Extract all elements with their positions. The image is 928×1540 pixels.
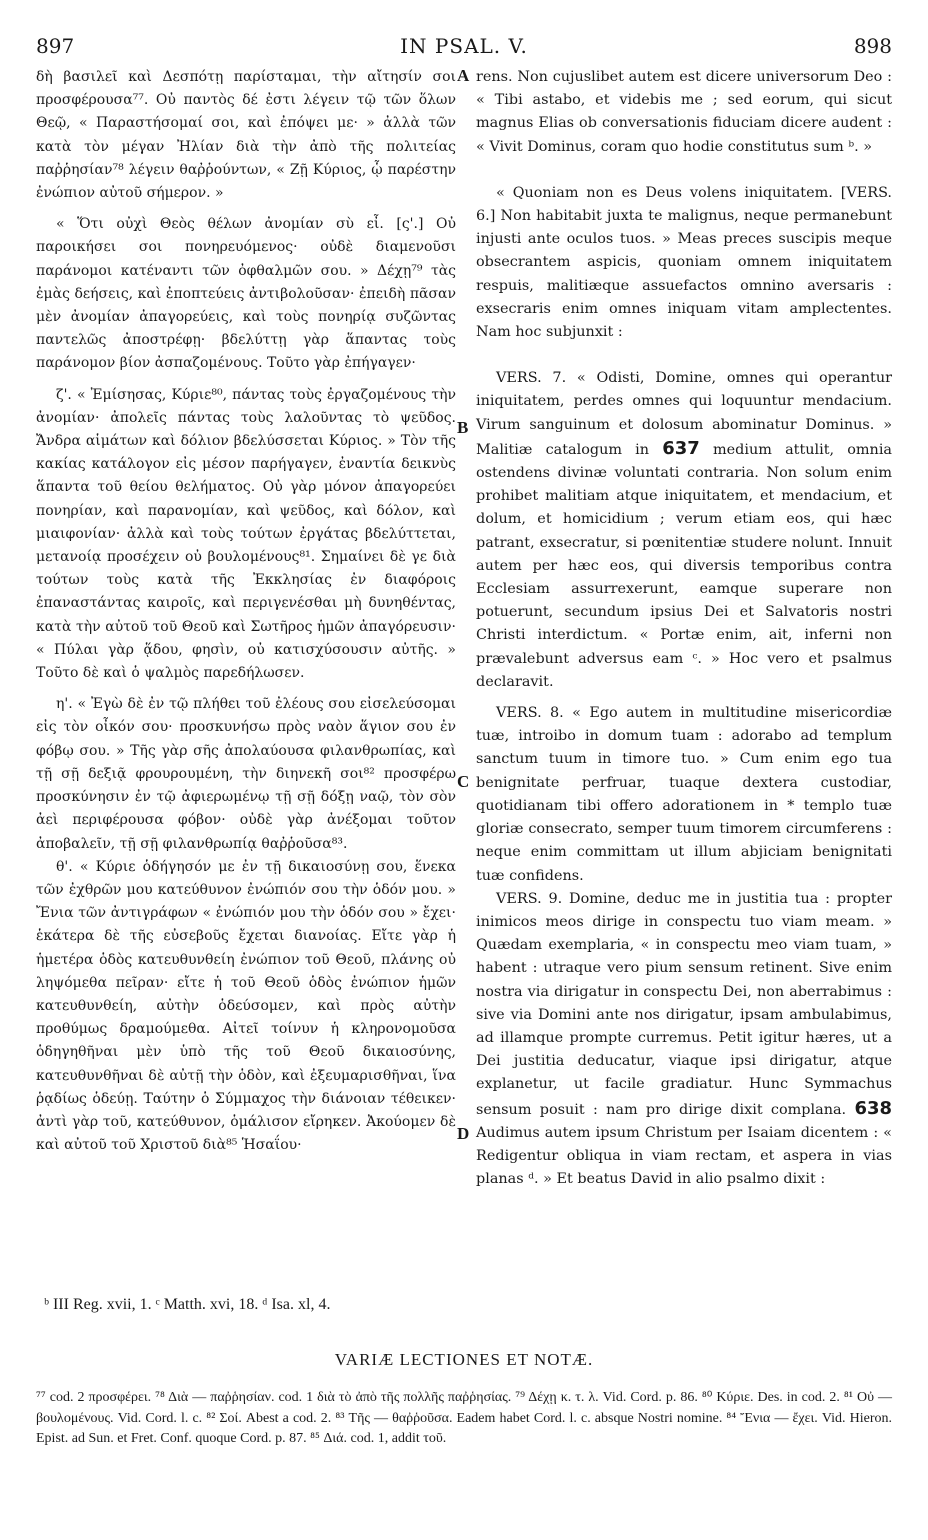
latin-paragraph: VERS. 8. « Ego autem in multitudine misericordiæ tuæ, introibo in domum tuam : adorabo ad templum sanctum tuum in timore tuo. » Cum enim ego tua benignitate perfruar, tuaque dextera custodiar, quotidianam tibi offero adorationem in * templo tuæ gloriæ consecrato, semper tuum timorem circumferens : neque enim committam ut illum abjiciam benignitati tuæ confidens. xyxy=(476,705,892,884)
marginal-letter-c: C xyxy=(457,772,470,791)
latin-paragraph: rens. Non cujuslibet autem est dicere universorum Deo : « Tibi astabo, et videbis me ; sed eorum, qui sicut magnus Elias ob conversationis fiduciam dicere audent : « Vivit Dominus, coram quo hodie constitutus sum ᵇ. » xyxy=(476,69,892,155)
greek-paragraph: « Ὅτι οὐχὶ Θεὸς θέλων ἀνομίαν σὺ εἶ. [ς'.] Οὐ παροικήσει σοι πονηρευόμενος· οὐδὲ διαμενοῦσι παράνομοι κατέναντι τῶν ὀφθαλμῶν σου. » Δέχῃ⁷⁹ τὰς ἐμὰς δεήσεις, καὶ ἐποπτεύεις ἀντιβολοῦσαν· ἐπειδὴ πᾶσαν μὲν ἀνομίαν ἀπαγορεύεις, καὶ τοὺς πονηρίᾳ συζῶντας παντελῶς ἀποστρέφῃ· βδελύττῃ γὰρ ἅπαντας τοὺς παράνομον βίον ἀσπαζομένους. Τοῦτο γὰρ ἐπήγαγεν· xyxy=(36,216,456,372)
latin-paragraph: « Quoniam non es Deus volens iniquitatem. [VERS. 6.] Non habitabit juxta te malignus, neque permanebunt injusti ante oculos tuos. » Meas preces suscipis meque obsecrantem aspicis, quoniam omnem iniquitatem respuis, malitiæque assuefactos omnino aversaris : exsecraris enim omnes iniquam vitam amplectentes. Nam hoc subjunxit : xyxy=(476,184,892,341)
latin-text: VERS. 9. Domine, deduc me in justitia tua : propter inimicos meos dirige in conspectu tuo viam meam. » Quædam exemplaria, « in conspectu meo viam tuam, » habent : utraque vero pium sensum retinent. Sive enim nostra via dirigatur in conspectu Dei, non aberrabimus : sive via Domini ante nos dirigatur, ipsam ambulabimus, ad illamque prompte curremus. Petit igitur hæres, ut a Dei justitia deducatur, viaque ipsi dirigatur, atque explanetur, ut facile gradiatur. Hunc Symmachus sensum posuit : nam pro dirige dixit complana. xyxy=(476,890,892,1118)
greek-paragraph: δὴ βασιλεῖ καὶ Δεσπότῃ παρίσταμαι, τὴν αἴτησίν σοι προσφέρουσα⁷⁷. Οὐ παντὸς δέ ἐστι λέγειν τῷ τῶν ὅλων Θεῷ, « Παραστήσομαί σοι, καὶ ἐπόψει με· » ἀλλὰ τῶν κατὰ τὸν μέγαν Ἠλίαν διὰ τὴν ἀπὸ τῆς πολιτείας παῤῥησίαν⁷⁸ λέγειν θαῤῥούντων, « Ζῇ Κύριος, ᾧ παρέστην ἐνώπιον αὐτοῦ σήμερον. » xyxy=(36,69,456,202)
marginal-letter-d: D xyxy=(457,1124,470,1143)
column-number: 638 xyxy=(854,1097,893,1119)
latin-paragraph xyxy=(476,888,892,1192)
page-number-left: 897 xyxy=(36,34,75,58)
greek-column xyxy=(36,66,456,1157)
running-title: IN PSAL. V. xyxy=(400,34,528,58)
variant-readings-notes xyxy=(36,1388,892,1450)
latin-text: medium attulit, omnia ostendens divinæ voluntati contraria. Non solum enim prohibet malitiam atque iniquitatem, et mendacium, et dolum, et homicidium ; verum etiam eos, qui hæc patrant, exsecratur, si pœnitentiæ studere nolunt. Innuit autem per hæc eos, qui diversis temporibus contra Ecclesiam assurrexerunt, eamque superare non potuerunt, secundum ipsius Dei et Salvatoris nostri Christi interdictum. « Portæ enim, ait, inferni non prævalebunt adversus eam ᶜ. » Hoc vero et psalmus declaravit. xyxy=(476,441,892,690)
latin-text: Audimus autem ipsum Christum per Isaiam dicentem : « Redigentur obliqua in viam rectam, et aspera in vias planas ᵈ. » Et beatus David in alio psalmo dixit : xyxy=(476,1124,892,1188)
greek-paragraph: η'. « Ἐγὼ δὲ ἐν τῷ πλήθει τοῦ ἐλέους σου εἰσελεύσομαι εἰς τὸν οἶκόν σου· προσκυνήσω πρὸς ναὸν ἅγιον σου ἐν φόβῳ σου. » Τῆς γὰρ σῆς ἀπολαύουσα φιλανθρωπίας, καὶ τῇ σῇ δεξιᾷ φρουρουμένη, τὴν διηνεκῆ σοι⁸² προσφέρω προσκύνησιν ἐν τῷ ἀφιερωμένῳ τῇ σῇ δόξῃ ναῷ, τὸν σὸν ἀεὶ περιφέρουσα φόβον· οὐδὲ γὰρ ἀνέξομαι τοῦτον ἀποβαλεῖν, τῇ σῇ φιλανθρωπίᾳ θαῤῥοῦσα⁸³. xyxy=(36,696,456,852)
page-header xyxy=(36,34,892,58)
notes-text: ⁷⁷ cod. 2 προσφέρει. ⁷⁸ Διὰ — παῤῥησίαν. cod. 1 διὰ τὸ ἀπὸ τῆς πολλῆς παῤῥησίας. ⁷⁹ Δέχῃ κ. τ. λ. Vid. Cord. p. 86. ⁸⁰ Κύριε. Des. in cod. 2. ⁸¹ Οὐ — βουλομένους. Vid. Cord. l. c. ⁸² Σοί. Abest a cod. 2. ⁸³ Τῆς — θαῤῥοῦσα. Eadem habet Cord. l. c. absque Nostri nomine. ⁸⁴ Ἔνια — ἔχει. Vid. Hieron. Epist. ad Sun. et Fret. Conf. quoque Cord. p. 87. ⁸⁵ Διά. cod. 1, addit τοῦ. xyxy=(36,1390,892,1446)
column-number: 637 xyxy=(662,437,700,459)
page-number-right: 898 xyxy=(853,34,892,58)
latin-text: VERS. 7. « Odisti, Domine, omnes qui operantur iniquitatem, perdes omnes qui loquuntur mendacium. Virum sanguinum et dolosum abominatur Dominus. » Malitiæ catalogum in xyxy=(476,370,892,458)
notes-heading: VARIÆ LECTIONES ET NOTÆ. xyxy=(334,1350,594,1369)
greek-paragraph: ζ'. « Ἐμίσησας, Κύριε⁸⁰, πάντας τοὺς ἐργαζομένους τὴν ἀνομίαν· ἀπολεῖς πάντας τοὺς λαλοῦντας τὸ ψεῦδος. Ἄνδρα αἱμάτων καὶ δόλιον βδελύσσεται Κύριος. » Τὸν τῆς κακίας κατάλογον εἰς μέσον παρήγαγεν, ἐναντία δεικνὺς ἅπαντα τοῦ θείου θελήματος. Οὐ γὰρ μόνον ἀπαγορεύει πονηρίαν, καὶ παρανομίαν, καὶ ψεῦδος, καὶ δόλον, καὶ μιαιφονίαν· ἀλλὰ καὶ τοὺς τούτων ἐργάτας βδελύττεται, μετανοίᾳ προσέχειν οὐ βουλομένους⁸¹. Σημαίνει δὲ γε διὰ τούτων τοὺς κατὰ τῆς Ἐκκλησίας ἐν διαφόροις ἐπαναστάντας καιροῖς, καὶ περιγενέσθαι μὴ δυνηθέντας, κατὰ τὴν αὐτοῦ τοῦ Θεοῦ καὶ Σωτῆρος ἡμῶν ἀπαγόρευσιν· « Πύλαι γὰρ ᾅδου, φησὶν, οὐ κατισχύσουσιν αὐτῆς. » Τοῦτο δὲ καὶ ὁ ψαλμὸς παρεδήλωσεν. xyxy=(36,386,456,682)
latin-paragraph xyxy=(476,367,892,694)
marginal-letter-a: A xyxy=(457,66,470,85)
greek-paragraph: θ'. « Κύριε ὁδήγησόν με ἐν τῇ δικαιοσύνῃ σου, ἕνεκα τῶν ἐχθρῶν μου κατεύθυνον ἐνώπιόν σου τὴν ὁδόν μου. » Ἔνια τῶν ἀντιγράφων « ἐνώπιόν μου τὴν ὁδόν σου » ἔχει· ἑκάτερα δὲ τῆς εὐσεβοῦς ἔχεται διανοίας. Εἴτε γὰρ ἡ ἡμετέρα ὁδὸς κατευθυνθείη ἐνώπιον τοῦ Θεοῦ, πλάνης οὐ ληψόμεθα πεῖραν· εἴτε ἡ τοῦ Θεοῦ ὁδὸς ἐνώπιον ἡμῶν κατευθυνθείη, αὐτὴν ὁδεύσομεν, καὶ πρὸς αὐτὴν προθύμως δραμούμεθα. Αἰτεῖ τοίνυν ἡ κληρονομοῦσα ὁδηγηθῆναι μὲν ὑπὸ τῆς τοῦ Θεοῦ δικαιοσύνης, κατευθυνθῆναι δὲ αὐτῇ τὴν ὁδὸν, καὶ ἐξευμαρισθῆναι, ἵνα ῥᾳδίως ὁδεύῃ. Ταύτην ὁ Σύμμαχος τὴν διάνοιαν τέθεικεν· ἀντὶ γὰρ τοῦ, κατεύθυνον, ὁμάλισον εἴρηκεν. Ἀκούομεν δὲ καὶ αὐτοῦ τοῦ Χριστοῦ διὰ⁸⁵ Ἡσαΐου· xyxy=(36,858,456,1154)
scripture-references: ᵇ III Reg. xvii, 1. ᶜ Matth. xvi, 18. ᵈ Isa. xl, 4. xyxy=(44,1296,331,1313)
latin-column xyxy=(476,66,892,1191)
marginal-letter-b: B xyxy=(457,418,469,437)
